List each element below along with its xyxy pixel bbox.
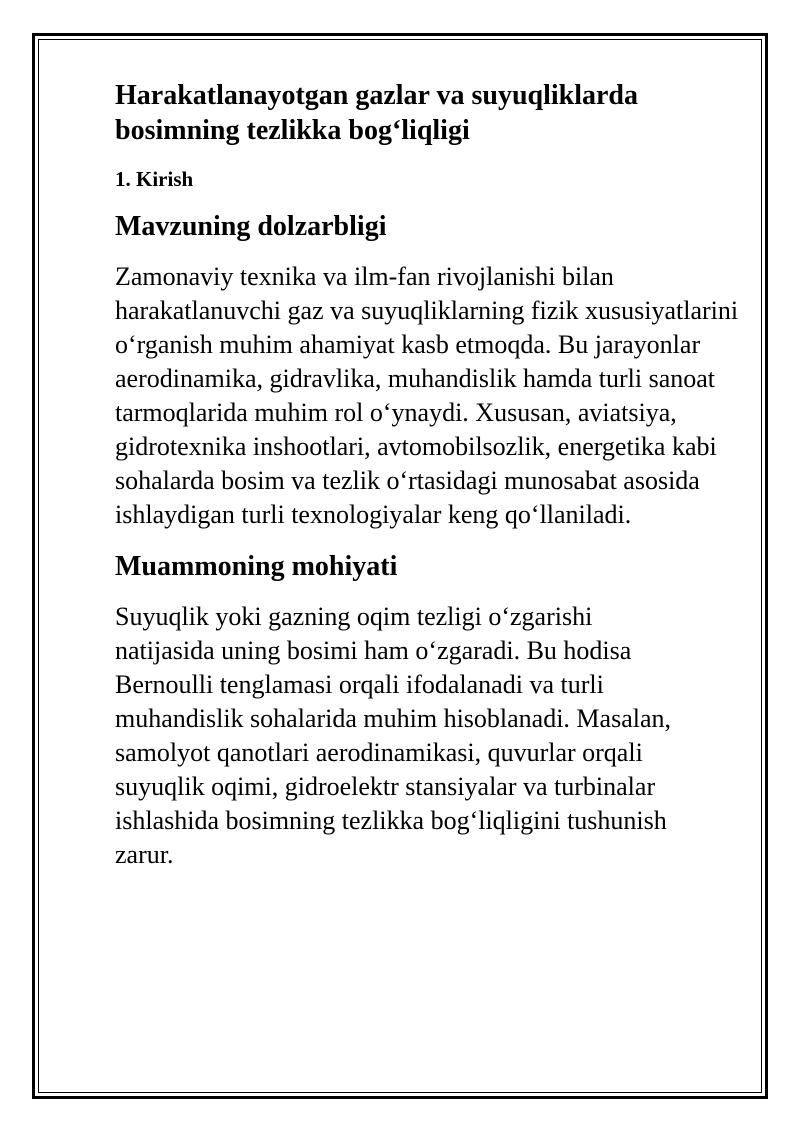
section-heading: 1. Kirish [115,167,194,191]
subsection-heading-relevance: Mavzuning dolzarbligi [115,211,387,242]
subsection-heading-problem: Muammoning mohiyati [115,551,398,582]
paragraph-relevance: Zamonaviy texnika va ilm-fan rivojlanishi bilan harakatlanuvchi gaz va suyuqliklarning fizik xususiyatlarini o‘rganish muhim ahamiyat kasb etmoqda. Bu jarayonlar aerodinamika, gidravlika, muhandislik hamda turli sanoat tarmoqlarida muhim rol o‘ynaydi. Xususan, aviatsiya, gidrotexnika inshootlari, avtomobilsozlik, energetika kabi sohalarda bosim va tezlik o‘rtasidagi munosabat asosida ishlaydigan turli texnologiyalar keng qo‘llaniladi. [115,262,739,529]
document-title: Harakatlanayotgan gazlar va suyuqliklarda bosimning tezlikka bog‘liqligi [115,80,639,146]
document-body [115,78,745,872]
paragraph-problem: Suyuqlik yoki gazning oqim tezligi o‘zgarishi natijasida uning bosimi ham o‘zgaradi. Bu hodisa Bernoulli tenglamasi orqali ifodalanadi va turli muhandislik sohalarida muhim hisoblanadi. Masalan, samolyot qanotlari aerodinamikasi, quvurlar orqali suyuqlik oqimi, gidroelektr stansiyalar va turbinalar ishlashida bosimning tezlikka bog‘liqligini tushunish zarur. [115,602,672,869]
